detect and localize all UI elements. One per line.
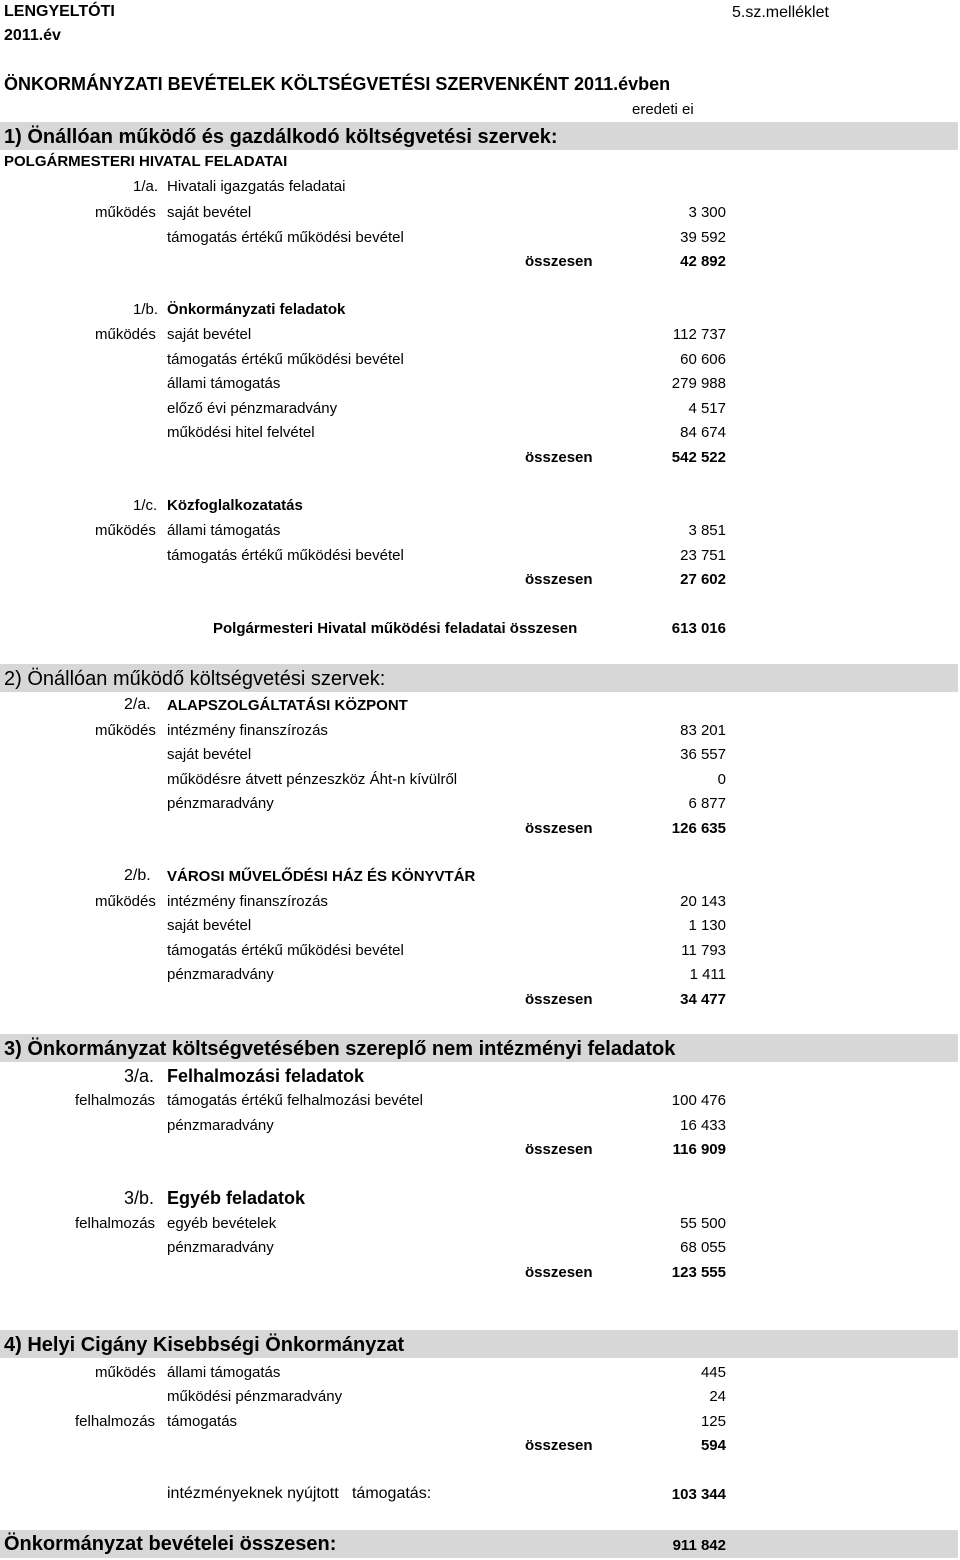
budget-year: 2011.év bbox=[4, 27, 61, 44]
section-2-title: 2) Önállóan működő költségvetési szervek: bbox=[4, 668, 386, 690]
row-value: 1 130 bbox=[688, 917, 726, 934]
final-total-value: 911 842 bbox=[672, 1537, 726, 1554]
category-label: felhalmozás bbox=[75, 1092, 156, 1109]
total-value: 116 909 bbox=[672, 1141, 726, 1158]
row-value: 125 bbox=[700, 1413, 726, 1430]
category-label: működés bbox=[95, 326, 156, 343]
total-label: összesen bbox=[525, 1141, 593, 1158]
subsection-code: 3/a. bbox=[124, 1066, 155, 1086]
row-value: 83 201 bbox=[680, 722, 726, 739]
row-value: 445 bbox=[700, 1364, 726, 1381]
row-value: 68 055 bbox=[680, 1239, 726, 1256]
municipality-name: LENGYELTÓTI bbox=[4, 3, 115, 20]
category-label: működés bbox=[95, 1364, 156, 1381]
subsection-code: 1/a. bbox=[133, 178, 159, 195]
annex-label: 5.sz.melléklet bbox=[732, 4, 829, 21]
row-label: állami támogatás bbox=[167, 522, 281, 539]
row-label: saját bevétel bbox=[167, 746, 252, 763]
row-label: állami támogatás bbox=[167, 375, 281, 392]
row-label: működésre átvett pénzeszköz Áht-n kívülről bbox=[167, 771, 458, 788]
row-label: saját bevétel bbox=[167, 204, 252, 221]
subsection-name: Egyéb feladatok bbox=[167, 1188, 306, 1208]
row-value: 20 143 bbox=[680, 893, 726, 910]
subsection-code: 1/c. bbox=[133, 497, 158, 514]
section-1-header bbox=[0, 122, 958, 150]
row-value: 16 433 bbox=[680, 1117, 726, 1134]
subsection-name: Felhalmozási feladatok bbox=[167, 1066, 365, 1086]
row-label: támogatás értékű működési bevétel bbox=[167, 547, 404, 564]
total-value: 34 477 bbox=[680, 991, 726, 1008]
row-value: 11 793 bbox=[681, 942, 726, 959]
row-value: 3 851 bbox=[688, 522, 726, 539]
section-4-title: 4) Helyi Cigány Kisebbségi Önkormányzat bbox=[4, 1334, 405, 1356]
subsection-name: Közfoglalkozatatás bbox=[167, 497, 303, 514]
office-total-label: Polgármesteri Hivatal működési feladatai összesen bbox=[213, 620, 578, 637]
row-value: 279 988 bbox=[671, 375, 726, 392]
row-label: támogatás értékű működési bevétel bbox=[167, 942, 404, 959]
section-3-title: 3) Önkormányzat költségvetésében szereplő nem intézményi feladatok bbox=[4, 1038, 676, 1060]
total-label: összesen bbox=[525, 1437, 593, 1454]
category-label: működés bbox=[95, 893, 156, 910]
subsection-name: VÁROSI MŰVELŐDÉSI HÁZ ÉS KÖNYVTÁR bbox=[167, 868, 476, 885]
row-value: 39 592 bbox=[680, 229, 726, 246]
row-value: 24 bbox=[709, 1388, 726, 1405]
category-label: felhalmozás bbox=[75, 1413, 156, 1430]
row-label: pénzmaradvány bbox=[167, 966, 274, 983]
row-label: saját bevétel bbox=[167, 917, 252, 934]
category-label: működés bbox=[95, 722, 156, 739]
office-total-value: 613 016 bbox=[671, 620, 726, 637]
subsection-code: 1/b. bbox=[133, 301, 159, 318]
final-total-label: Önkormányzat bevételei összesen: bbox=[4, 1533, 337, 1555]
org-name: POLGÁRMESTERI HIVATAL FELADATAI bbox=[4, 153, 288, 170]
subsection-code: 2/b. bbox=[124, 867, 151, 884]
total-label: összesen bbox=[525, 991, 593, 1008]
support-value: 103 344 bbox=[671, 1486, 726, 1503]
row-label: támogatás értékű működési bevétel bbox=[167, 229, 404, 246]
total-value: 27 602 bbox=[680, 571, 726, 588]
row-label: egyéb bevételek bbox=[167, 1215, 277, 1232]
row-value: 1 411 bbox=[689, 966, 726, 983]
row-label: intézmény finanszírozás bbox=[167, 893, 328, 910]
row-value: 6 877 bbox=[688, 795, 726, 812]
row-value: 4 517 bbox=[688, 400, 726, 417]
row-value: 100 476 bbox=[671, 1092, 726, 1109]
row-label: pénzmaradvány bbox=[167, 1239, 274, 1256]
row-label: működési hitel felvétel bbox=[167, 424, 315, 441]
section-2-header bbox=[0, 664, 958, 692]
row-label: támogatás értékű felhalmozási bevétel bbox=[167, 1092, 423, 1109]
row-label: működési pénzmaradvány bbox=[167, 1388, 343, 1405]
section-4-header bbox=[0, 1330, 958, 1358]
row-value: 23 751 bbox=[680, 547, 726, 564]
row-label: támogatás értékű működési bevétel bbox=[167, 351, 404, 368]
category-label: felhalmozás bbox=[75, 1215, 156, 1232]
row-value: 84 674 bbox=[680, 424, 726, 441]
row-value: 0 bbox=[717, 771, 726, 788]
subsection-name: ALAPSZOLGÁLTATÁSI KÖZPONT bbox=[167, 697, 408, 714]
total-value: 542 522 bbox=[671, 449, 726, 466]
row-value: 112 737 bbox=[672, 326, 726, 343]
total-label: összesen bbox=[525, 1264, 593, 1281]
section-3-header bbox=[0, 1034, 958, 1062]
subsection-code: 2/a. bbox=[124, 696, 151, 713]
subsection-code: 3/b. bbox=[124, 1188, 155, 1208]
section-1-title: 1) Önállóan működő és gazdálkodó költségvetési szervek: bbox=[4, 126, 558, 148]
total-value: 126 635 bbox=[671, 820, 726, 837]
column-header: eredeti ei bbox=[632, 101, 694, 118]
total-label: összesen bbox=[525, 820, 593, 837]
row-value: 3 300 bbox=[688, 204, 726, 221]
support-label: intézményeknek nyújtott támogatás: bbox=[167, 1485, 432, 1502]
row-value: 55 500 bbox=[680, 1215, 726, 1232]
total-value: 123 555 bbox=[671, 1264, 726, 1281]
total-value: 42 892 bbox=[680, 253, 726, 270]
total-label: összesen bbox=[525, 571, 593, 588]
row-value: 36 557 bbox=[680, 746, 726, 763]
row-label: pénzmaradvány bbox=[167, 795, 274, 812]
page-title: ÖNKORMÁNYZATI BEVÉTELEK KÖLTSÉGVETÉSI SZERVENKÉNT 2011.évben bbox=[4, 74, 671, 94]
total-label: összesen bbox=[525, 253, 593, 270]
row-label: saját bevétel bbox=[167, 326, 252, 343]
row-label: állami támogatás bbox=[167, 1364, 281, 1381]
subsection-name: Hivatali igazgatás feladatai bbox=[167, 178, 346, 195]
final-total-bar bbox=[0, 1530, 958, 1558]
category-label: működés bbox=[95, 204, 156, 221]
subsection-name: Önkormányzati feladatok bbox=[167, 301, 346, 318]
category-label: működés bbox=[95, 522, 156, 539]
row-label: előző évi pénzmaradvány bbox=[167, 400, 338, 417]
total-value: 594 bbox=[700, 1437, 726, 1454]
row-value: 60 606 bbox=[680, 351, 726, 368]
row-label: intézmény finanszírozás bbox=[167, 722, 328, 739]
row-label: pénzmaradvány bbox=[167, 1117, 274, 1134]
total-label: összesen bbox=[525, 449, 593, 466]
row-label: támogatás bbox=[167, 1413, 238, 1430]
